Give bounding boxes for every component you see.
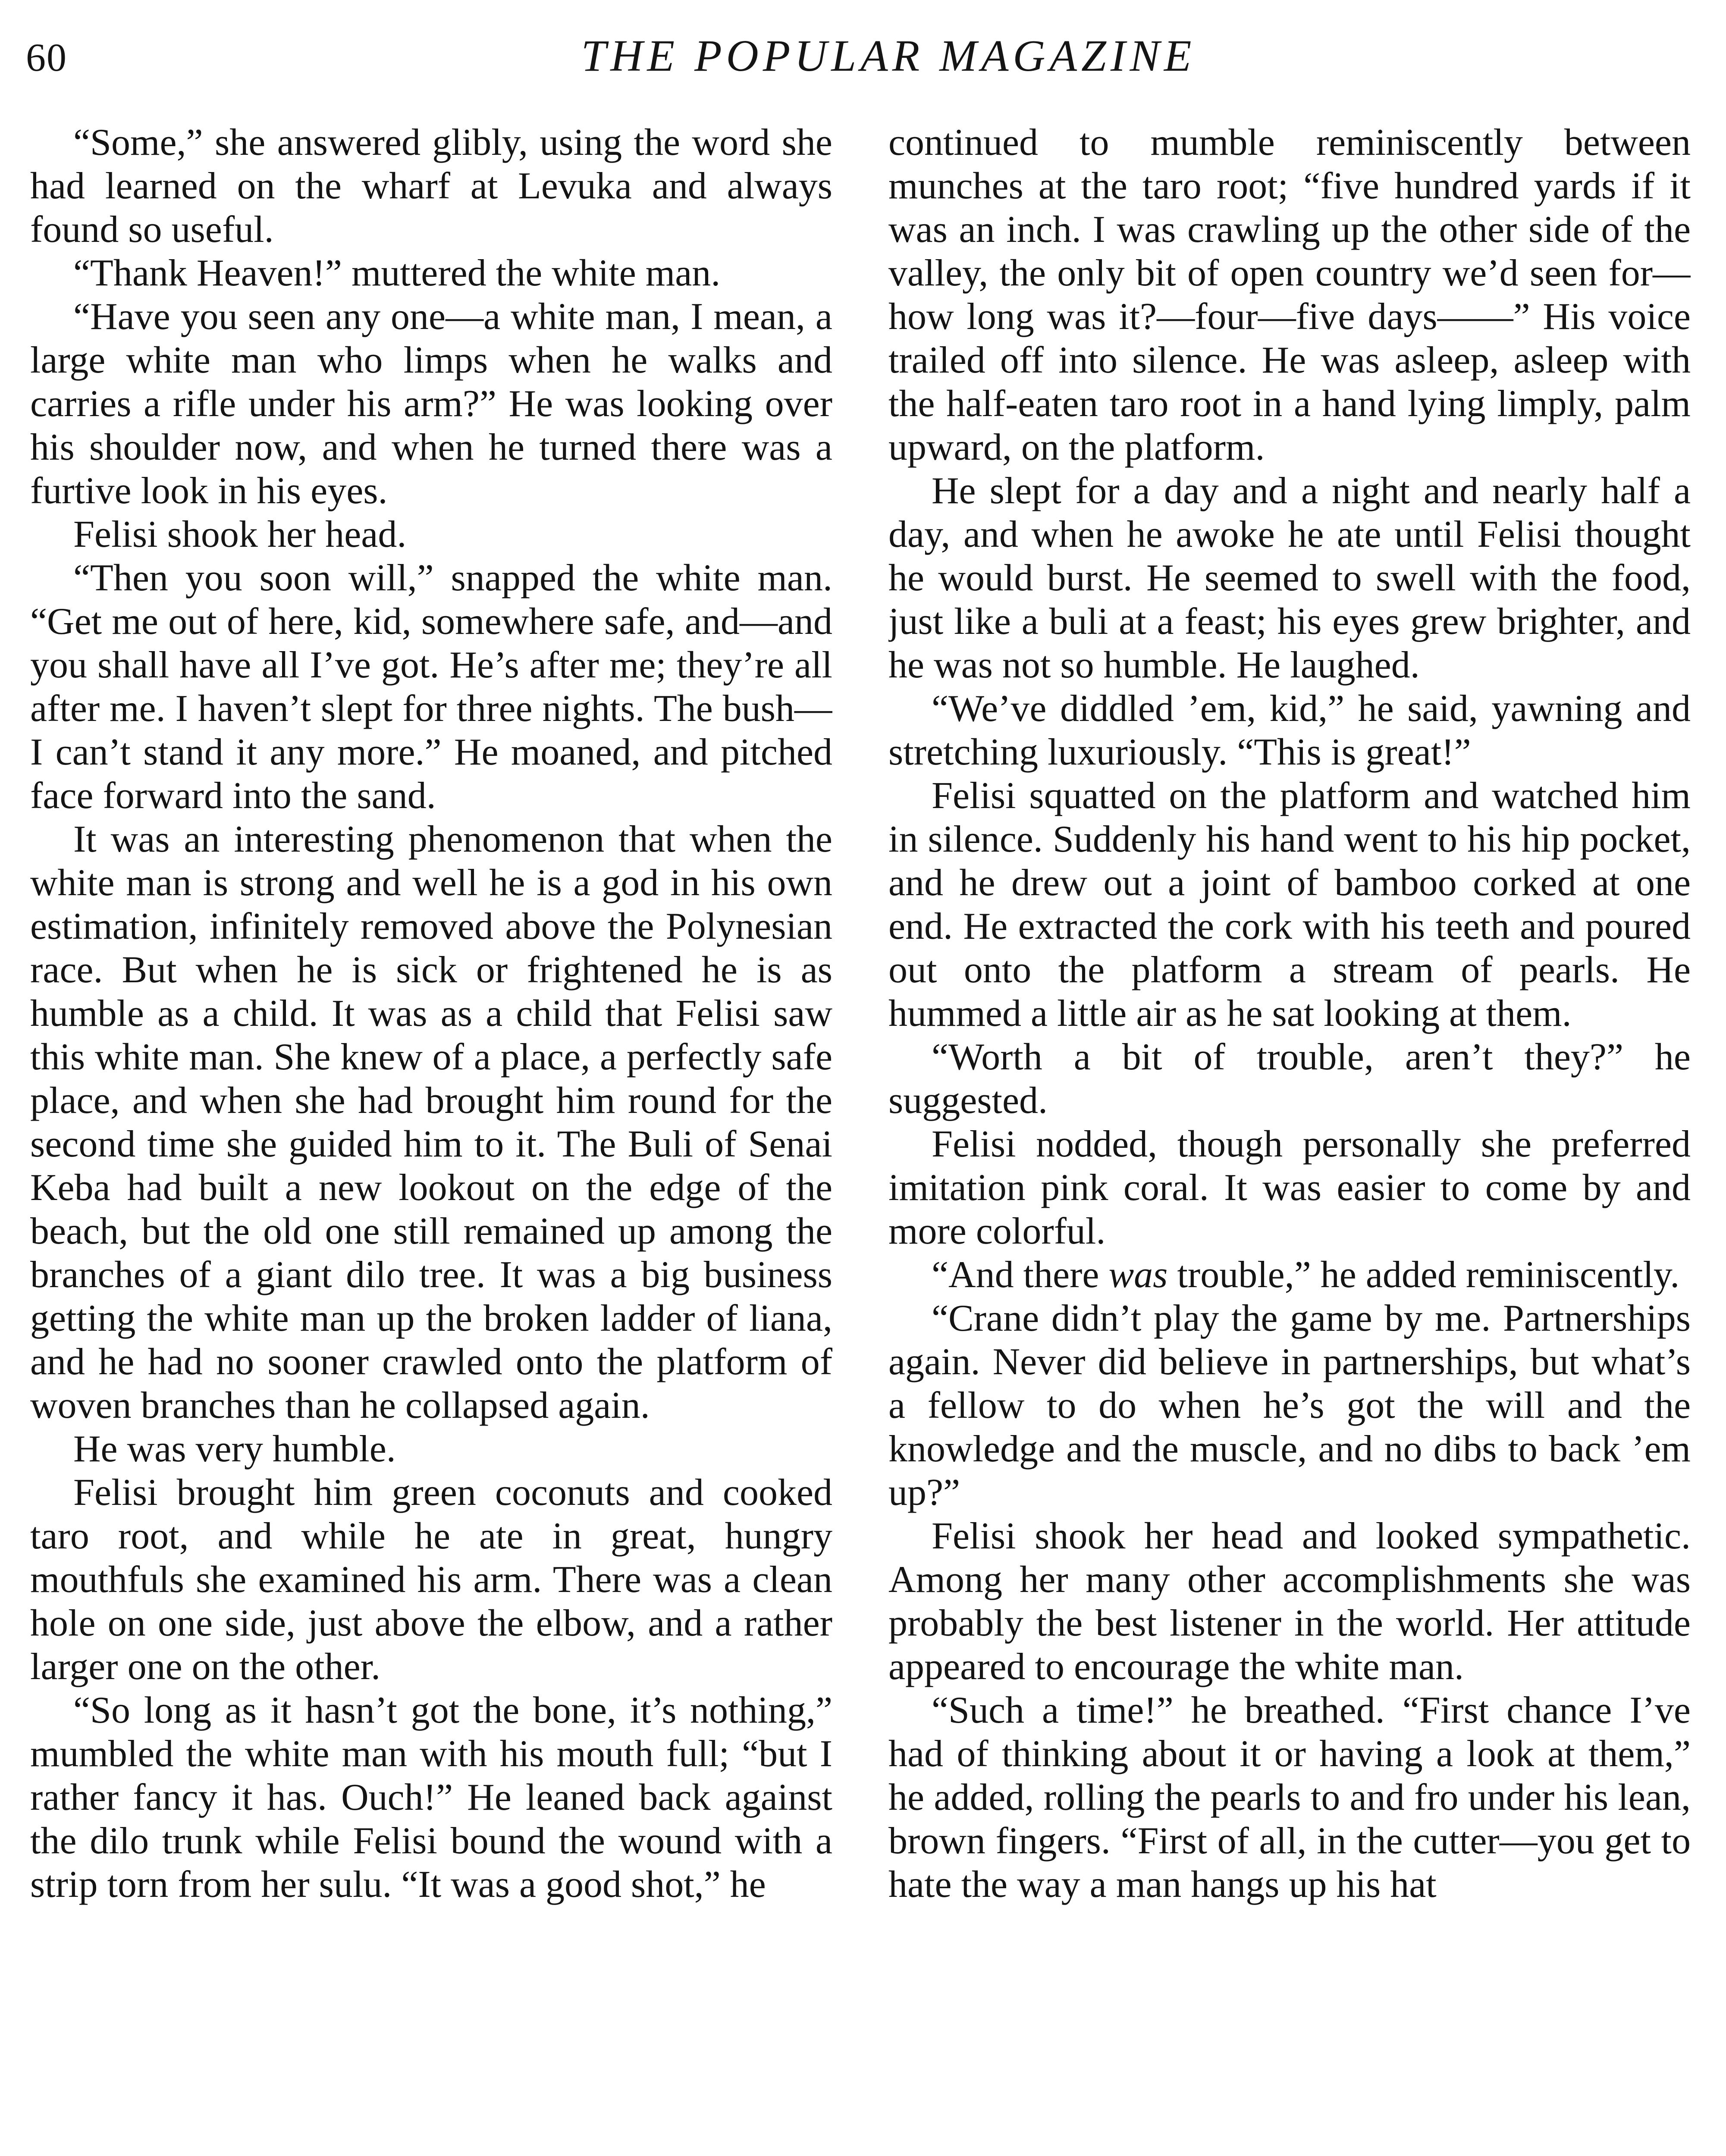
paragraph: “Worth a bit of trouble, aren’t they?” he suggested.	[888, 1036, 1691, 1122]
continued-paragraph: continued to mumble reminiscently between munches at the taro root; “five hundred yards if it was an inch. I was crawling up the other side of the valley, the only bit of open country we’d seen for—how long was it?—four—five days——” His voice trailed off into silence. He was asleep, asleep with the half-eaten taro root in a hand lying limply, palm upward, on the platform.	[888, 122, 1691, 468]
paragraph: “Thank Heaven!” muttered the white man.	[73, 252, 721, 294]
text-run: trouble,” he added reminiscently.	[1167, 1254, 1680, 1296]
left-column	[30, 121, 832, 2156]
paragraph: “Such a time!” he breathed. “First chance I’ve had of thinking about it or having a look at them,” he added, rolling the pearls to and fro under his lean, brown fingers. “First of all, in the cutter—you get to hate the way a man hangs up his hat	[888, 1689, 1691, 1905]
paragraph: “Then you soon will,” snapped the white man. “Get me out of here, kid, somewhere safe, and—and you shall have all I’ve got. He’s after me; they’re all after me. I haven’t slept for three nights. The bush—I can’t stand it any more.” He moaned, and pitched face forward into the sand.	[30, 557, 832, 817]
paragraph: He slept for a day and a night and nearly half a day, and when he awoke he ate until Felisi thought he would burst. He seemed to swell with the food, just like a buli at a feast; his eyes grew brighter, and he was not so humble. He laughed.	[888, 470, 1691, 686]
paragraph: He was very humble.	[73, 1428, 396, 1470]
paragraph: “Some,” she answered glibly, using the word she had learned on the wharf at Levuka and always found so useful.	[30, 122, 832, 251]
paragraph: Felisi shook her head and looked sympathetic. Among her many other accomplishments she was probably the best listener in the world. Her attitude appeared to encourage the white man.	[888, 1515, 1691, 1688]
paragraph: “Crane didn’t play the game by me. Partnerships again. Never did believe in partnerships, but what’s a fellow to do when he’s got the will and the knowledge and the muscle, and no dibs to back ’em up?”	[888, 1297, 1691, 1514]
running-title: THE POPULAR MAGAZINE	[581, 31, 1196, 81]
paragraph: Felisi squatted on the platform and watched him in silence. Suddenly his hand went to his hip pocket, and he drew out a joint of bamboo corked at one end. He extracted the cork with his teeth and poured out onto the platform a stream of pearls. He hummed a little air as he sat looking at them.	[888, 775, 1691, 1034]
text-run: “And there	[932, 1254, 1109, 1296]
paragraph: “Have you seen any one—a white man, I mean, a large white man who limps when he walks and carries a rifle under his arm?” He was looking over his shoulder now, and when he turned there was a furtive look in his eyes.	[30, 296, 832, 512]
paragraph: “We’ve diddled ’em, kid,” he said, yawning and stretching luxuriously. “This is great!”	[888, 688, 1691, 773]
page-number: 60	[26, 35, 67, 79]
paragraph: Felisi nodded, though personally she preferred imitation pink coral. It was easier to come by and more colorful.	[888, 1123, 1691, 1252]
emphasized-word: was	[1108, 1254, 1168, 1296]
paragraph: Felisi brought him green coconuts and cooked taro root, and while he ate in great, hungry mouthfuls she examined his arm. There was a clean hole on one side, just above the elbow, and a rather larger one on the other.	[30, 1472, 832, 1688]
paragraph: “So long as it hasn’t got the bone, it’s nothing,” mumbled the white man with his mouth full; “but I rather fancy it has. Ouch!” He leaned back against the dilo trunk while Felisi bound the wound with a strip torn from her sulu. “It was a good shot,” he	[30, 1689, 832, 1905]
paragraph: Felisi shook her head.	[73, 514, 407, 555]
right-column	[888, 121, 1691, 2156]
paragraph-with-emphasis	[888, 1253, 1691, 1297]
page-header	[26, 30, 1699, 86]
paragraph: It was an interesting phenomenon that when the white man is strong and well he is a god in his own estimation, infinitely removed above the Polynesian race. But when he is sick or frightened he is as humble as a child. It was as a child that Felisi saw this white man. She knew of a place, a perfectly safe place, and when she had brought him round for the second time she guided him to it. The Buli of Senai Keba had built a new lookout on the edge of the beach, but the old one still remained up among the branches of a giant dilo tree. It was a big business getting the white man up the broken ladder of liana, and he had no sooner crawled onto the platform of woven branches than he collapsed again.	[30, 818, 832, 1426]
